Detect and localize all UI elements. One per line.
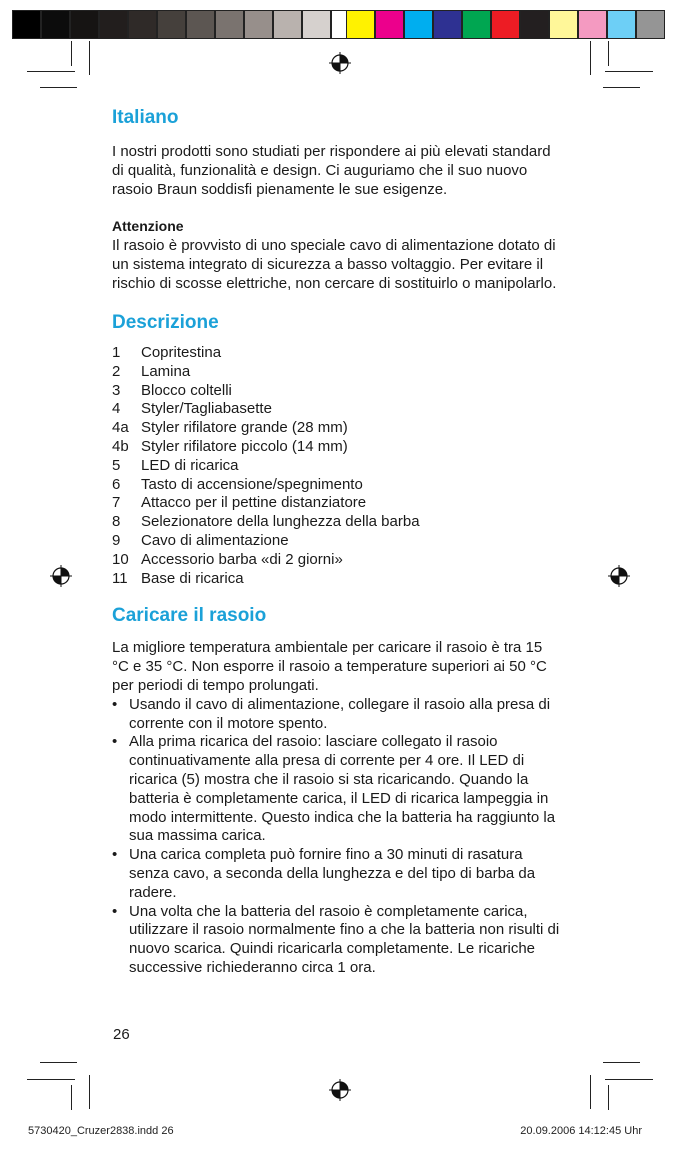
list-item-label: Base di ricarica [141, 569, 244, 587]
list-item [112, 438, 562, 457]
bullet-text: Una carica completa può fornire fino a 30 minuti di rasatura senza cavo, a seconda della lunghezza e del tipo di barba da radere. [129, 846, 536, 901]
crop-mark [40, 1062, 77, 1063]
list-item-label: Selezionatore della lunghezza della barba [141, 513, 420, 531]
charging-bullets [112, 696, 562, 978]
list-item [112, 344, 562, 363]
intro-paragraph: I nostri prodotti sono studiati per rispondere ai più elevati standard di qualità, funzionalità e design. Ci auguriamo che il suo nuovo rasoio Braun soddisfi pienamente le sue esigenze. [112, 143, 551, 198]
color-swatch-3 [433, 10, 462, 39]
bullet-item [112, 903, 562, 978]
list-item-number: 9 [112, 531, 121, 549]
color-swatch-6 [520, 10, 549, 39]
list-item [112, 551, 562, 570]
list-item-label: Blocco coltelli [141, 381, 232, 399]
list-item-number: 1 [112, 344, 121, 361]
attention-paragraph: Il rasoio è provvisto di uno speciale cavo di alimentazione dotato di un sistema integrato di sicurezza a basso voltaggio. Per evitare il rischio di scosse elettriche, non cercare di sostituirlo o manipolarlo. [112, 237, 557, 292]
list-item [112, 513, 562, 532]
list-item-number: 10 [112, 550, 129, 568]
list-item-number: 3 [112, 381, 121, 399]
crop-mark [608, 1085, 609, 1110]
crop-mark [608, 41, 609, 66]
registration-mark-icon [329, 1079, 351, 1101]
bullet-icon: • [112, 733, 118, 751]
list-item-number: 7 [112, 494, 121, 512]
list-item-number: 8 [112, 513, 121, 531]
bullet-text: Una volta che la batteria del rasoio è completamente carica, utilizzare il rasoio normalmente fino a che la batteria non risulti di nuovo scarica. Quindi ricaricarla completamente. Le ricariche successive richiederanno circa 1 ora. [129, 902, 560, 976]
crop-mark [27, 1079, 75, 1080]
color-swatch-1 [375, 10, 404, 39]
color-swatch-0 [346, 10, 375, 39]
registration-mark-icon [50, 565, 72, 587]
list-item [112, 476, 562, 495]
bullet-item [112, 696, 562, 734]
gray-swatch-8 [244, 10, 273, 39]
list-item-label: Styler rifilatore grande (28 mm) [141, 419, 348, 437]
color-swatch-8 [578, 10, 607, 39]
color-swatch-2 [404, 10, 433, 39]
bullet-text: Alla prima ricarica del rasoio: lasciare collegato il rasoio continuativamente alla presa di corrente per 4 ore. Il LED di ricarica (5) mostra che il rasoio si sta ricaricando. Quando la batteria è completamente carica, il LED di ricarica lampeggia in modo intermittente. Questo indica che la batteria ha raggiunto la sua massima carica. [129, 733, 556, 845]
crop-mark [71, 1085, 72, 1110]
gray-swatch-1 [41, 10, 70, 39]
crop-mark [603, 87, 640, 88]
color-swatch-9 [607, 10, 636, 39]
registration-mark-icon [608, 565, 630, 587]
parts-list [112, 344, 562, 588]
heading-descrizione: Descrizione [112, 312, 219, 333]
color-swatch-5 [491, 10, 520, 39]
list-item-label: Attacco per il pettine distanziatore [141, 494, 367, 512]
color-swatch-10 [636, 10, 665, 39]
list-item [112, 400, 562, 419]
crop-mark [590, 41, 591, 75]
list-item-number: 6 [112, 475, 121, 493]
gray-swatch-6 [186, 10, 215, 39]
list-item-label: Lamina [141, 362, 191, 380]
list-item [112, 363, 562, 382]
charging-paragraph: La migliore temperatura ambientale per caricare il rasoio è tra 15 °C e 35 °C. Non esporre il rasoio a temperature superiori ai 50 °C per periodi di tempo prolungati. [112, 639, 547, 694]
bullet-icon: • [112, 902, 118, 920]
list-item-label: Accessorio barba «di 2 giorni» [141, 550, 343, 568]
bullet-text: Usando il cavo di alimentazione, collegare il rasoio alla presa di corrente con il motore spento. [129, 695, 551, 732]
gray-swatch-4 [128, 10, 157, 39]
gray-swatch-7 [215, 10, 244, 39]
list-item-label: Styler/Tagliabasette [141, 400, 272, 418]
crop-mark [89, 41, 90, 75]
list-item [112, 382, 562, 401]
attention-title: Attenzione [112, 218, 184, 234]
list-item-number: 5 [112, 456, 121, 474]
list-item-number: 4b [112, 437, 129, 455]
bullet-item [112, 846, 562, 902]
page-number: 26 [113, 1026, 130, 1043]
crop-mark [603, 1062, 640, 1063]
list-item-label: Cavo di alimentazione [141, 531, 289, 549]
heading-caricare: Caricare il rasoio [112, 605, 267, 627]
crop-mark [605, 71, 653, 72]
heading-italiano: Italiano [112, 107, 179, 128]
gray-swatch-0 [12, 10, 41, 39]
crop-mark [71, 41, 72, 66]
bullet-icon: • [112, 695, 118, 713]
gray-swatch-2 [70, 10, 99, 39]
gray-swatch-9 [273, 10, 302, 39]
page-content [112, 106, 562, 978]
list-item [112, 457, 562, 476]
color-swatch-bar [346, 10, 665, 39]
list-item-label: Styler rifilatore piccolo (14 mm) [141, 437, 348, 455]
bullet-icon: • [112, 846, 118, 864]
footer-file-info: 5730420_Cruzer2838.indd 26 [28, 1125, 174, 1137]
list-item-number: 4a [112, 419, 129, 437]
gray-swatch-3 [99, 10, 128, 39]
color-swatch-4 [462, 10, 491, 39]
list-item [112, 532, 562, 551]
list-item-label: Tasto di accensione/spegnimento [141, 475, 363, 493]
crop-mark [27, 71, 75, 72]
list-item [112, 494, 562, 513]
crop-mark [40, 87, 77, 88]
crop-mark [89, 1075, 90, 1109]
color-swatch-7 [549, 10, 578, 39]
list-item [112, 570, 562, 589]
list-item-label: LED di ricarica [141, 456, 239, 474]
bullet-item [112, 733, 562, 846]
list-item-number: 2 [112, 362, 121, 380]
list-item-number: 11 [112, 569, 128, 587]
footer-date: 20.09.2006 14:12:45 Uhr [520, 1125, 642, 1137]
registration-mark-icon [329, 52, 351, 74]
gray-swatch-10 [302, 10, 331, 39]
list-item-number: 4 [112, 400, 121, 418]
list-item-label: Copritestina [141, 344, 222, 361]
list-item [112, 419, 562, 438]
crop-mark [590, 1075, 591, 1109]
gray-swatch-5 [157, 10, 186, 39]
crop-mark [605, 1079, 653, 1080]
gray-swatch-bar [12, 10, 360, 39]
